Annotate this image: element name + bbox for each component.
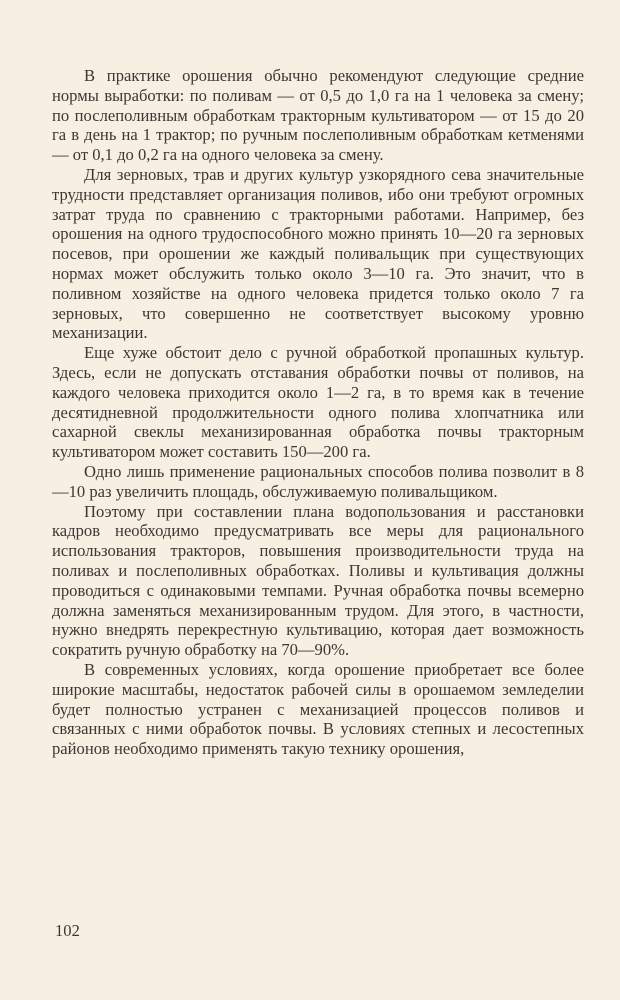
paragraph-2: Для зерновых, трав и других культур узкорядного сева значительные трудности представляет организация поливов, ибо они требуют огромных затрат труда по сравнению с тракторными работами. Например, без орошения на одного трудоспособного можно принять 10—20 га зерновых посевов, при орошении же каждый поливальщик при существующих нормах может обслужить только около 3—10 га. Это значит, что в поливном хозяйстве на одного человека придется только около 7 га зерновых, что совершенно не соответствует высокому уровню механизации. <box>52 164 584 343</box>
paragraph-1: В практике орошения обычно рекомендуют следующие средние нормы выработки: по поливам — от 0,5 до 1,0 га на 1 человека за смену; по послеполивным обработкам тракторным культиватором — от 15 до 20 га в день на 1 трактор; по ручным послеполивным обработкам кетменями — от 0,1 до 0,2 га на одного человека за смену. <box>52 66 584 165</box>
body-text <box>52 66 584 759</box>
paragraph-3: Еще хуже обстоит дело с ручной обработкой пропашных культур. Здесь, если не допускать отставания обработки почвы от поливов, на каждого человека приходится около 1—2 га, в то время как в течение десятидневной продолжительности одного полива хлопчатника или сахарной свеклы механизированная обработка почвы тракторным культиватором может составить 150—200 га. <box>52 343 584 462</box>
paragraph-5: Поэтому при составлении плана водопользования и расстановки кадров необходимо предусматривать все меры для рационального использования тракторов, повышения производительности труда на поливах и послеполивных обработках. Поливы и культивация должны проводиться с одинаковыми темпами. Ручная обработка почвы всемерно должна заменяться механизированным трудом. Для этого, в частности, нужно внедрять перекрестную культивацию, которая дает возможность сократить ручную обработку на 70—90%. <box>52 501 584 660</box>
paragraph-6: В современных условиях, когда орошение приобретает все более широкие масштабы, недостаток рабочей силы в орошаемом земледелии будет полностью устранен с механизацией процессов поливов и связанных с ними обработок почвы. В условиях степных и лесостепных районов необходимо применять такую технику орошения, <box>52 659 584 759</box>
paragraph-4: Одно лишь применение рациональных способов полива позволит в 8—10 раз увеличить площадь, обслуживаемую поливальщиком. <box>52 461 584 501</box>
page-number: 102 <box>55 921 80 940</box>
